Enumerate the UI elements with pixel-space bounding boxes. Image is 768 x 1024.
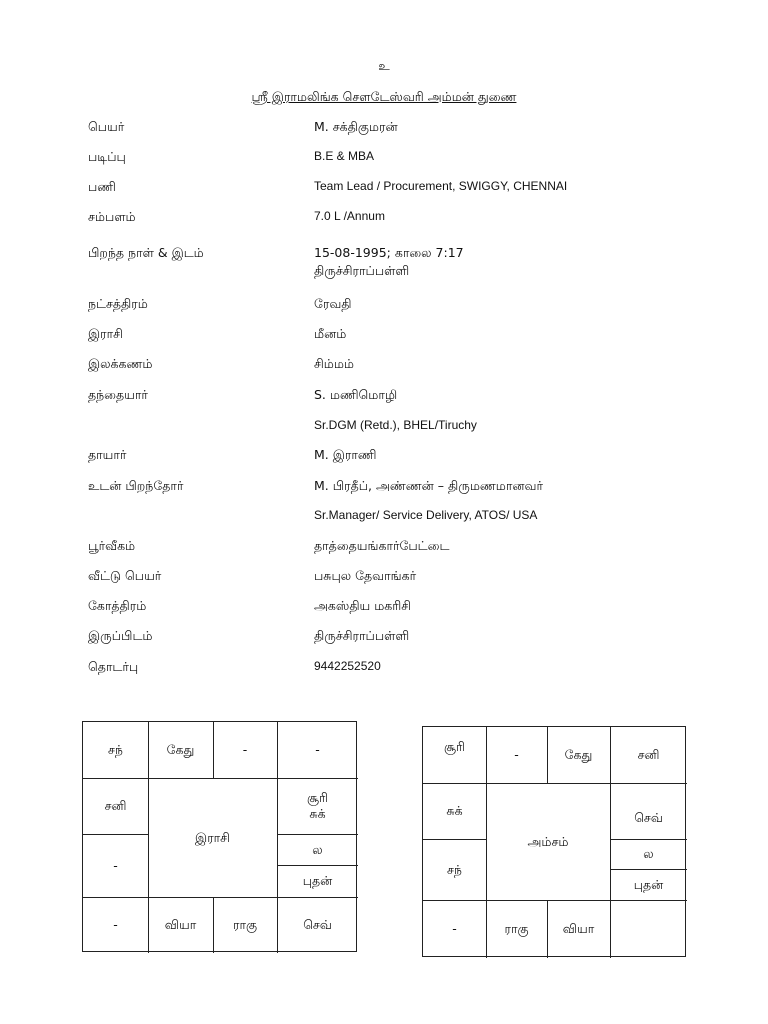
detail-value: M. இராணி [314,447,377,462]
detail-label: கோத்திரம் [88,598,147,613]
amsam-house: கேது [564,747,593,762]
detail-label: இராசி [88,326,123,341]
detail-label: பிறந்த நாள் & இடம் [88,245,204,260]
rasi-house: சந் [108,742,123,757]
detail-label: தொடர்பு [88,659,139,674]
amsam-house: - [452,921,457,936]
detail-value-place: திருச்சிராப்பள்ளி [314,263,410,278]
rasi-house: செவ் [303,917,332,932]
rasi-house: - [315,742,320,757]
detail-value: 7.0 L /Annum [314,209,385,223]
amsam-chart-center: அம்சம் [527,833,569,849]
detail-value: Team Lead / Procurement, SWIGGY, CHENNAI [314,179,568,193]
rasi-house: - [113,917,118,932]
detail-value: 9442252520 [314,659,381,673]
detail-label: பெயர் [88,119,125,134]
detail-label: படிப்பு [88,149,126,164]
detail-value: மீனம் [314,326,347,341]
amsam-house [610,900,687,958]
amsam-house: சுக் [446,803,463,818]
rasi-house: கேது [166,742,195,757]
rasi-house: - [113,857,118,873]
rasi-house: ல [312,841,323,857]
om-symbol: உ [378,58,390,73]
detail-label: வீட்டு பெயர் [88,568,162,583]
amsam-house: வியா [562,921,595,936]
detail-value: B.E & MBA [314,149,375,163]
amsam-house: ல [643,846,654,861]
detail-value: S. மணிமொழி [314,387,398,402]
invocation-heading: ஸ்ரீ இராமலிங்க சௌடேஸ்வரி அம்மன் துணை [251,89,517,104]
detail-value: M. சக்திகுமரன் [314,119,398,134]
detail-label: பூர்வீகம் [88,538,136,553]
detail-value: திருச்சிராப்பள்ளி [314,628,410,643]
detail-value: அகஸ்திய மகரிசி [314,598,412,613]
rasi-chart-center: இராசி [195,829,230,845]
detail-value: சிம்மம் [314,356,354,371]
detail-label: தந்தையார் [88,387,148,402]
detail-value: Sr.DGM (Retd.), BHEL/Tiruchy [314,418,477,432]
rasi-house: வியா [164,917,197,932]
rasi-house: சூரி சுக் [307,790,328,821]
detail-label: சம்பளம் [88,209,136,224]
amsam-house: புதன் [633,876,664,892]
amsam-house: சூரி [444,739,465,754]
rasi-house: - [242,742,248,757]
amsam-house: செவ் [634,810,663,825]
rasi-house: சனி [104,798,127,813]
rasi-chart [82,721,357,952]
detail-value: பசுபுல தேவாங்கர் [314,568,417,583]
amsam-chart [422,726,686,957]
detail-label: பணி [88,179,116,194]
detail-label: உடன் பிறந்தோர் [88,478,184,493]
detail-value: 15-08-1995; காலை 7:17 [314,245,464,260]
detail-value: தாத்தையங்கார்பேட்டை [314,538,450,553]
amsam-house: - [514,747,519,762]
amsam-house: சனி [637,747,660,762]
detail-value: M. பிரதீப், அண்ணன் – திருமணமானவர் [314,478,543,493]
detail-label: இருப்பிடம் [88,628,153,643]
amsam-house: ராகு [504,921,529,936]
detail-value: Sr.Manager/ Service Delivery, ATOS/ USA [314,508,538,522]
rasi-house: புதன் [302,873,333,888]
detail-label: தாயார் [88,447,127,462]
detail-label: இலக்கணம் [88,356,153,371]
detail-label: நட்சத்திரம் [88,296,148,311]
detail-value: ரேவதி [314,296,352,311]
amsam-house: சந் [447,861,462,877]
rasi-house: ராகு [232,917,258,932]
